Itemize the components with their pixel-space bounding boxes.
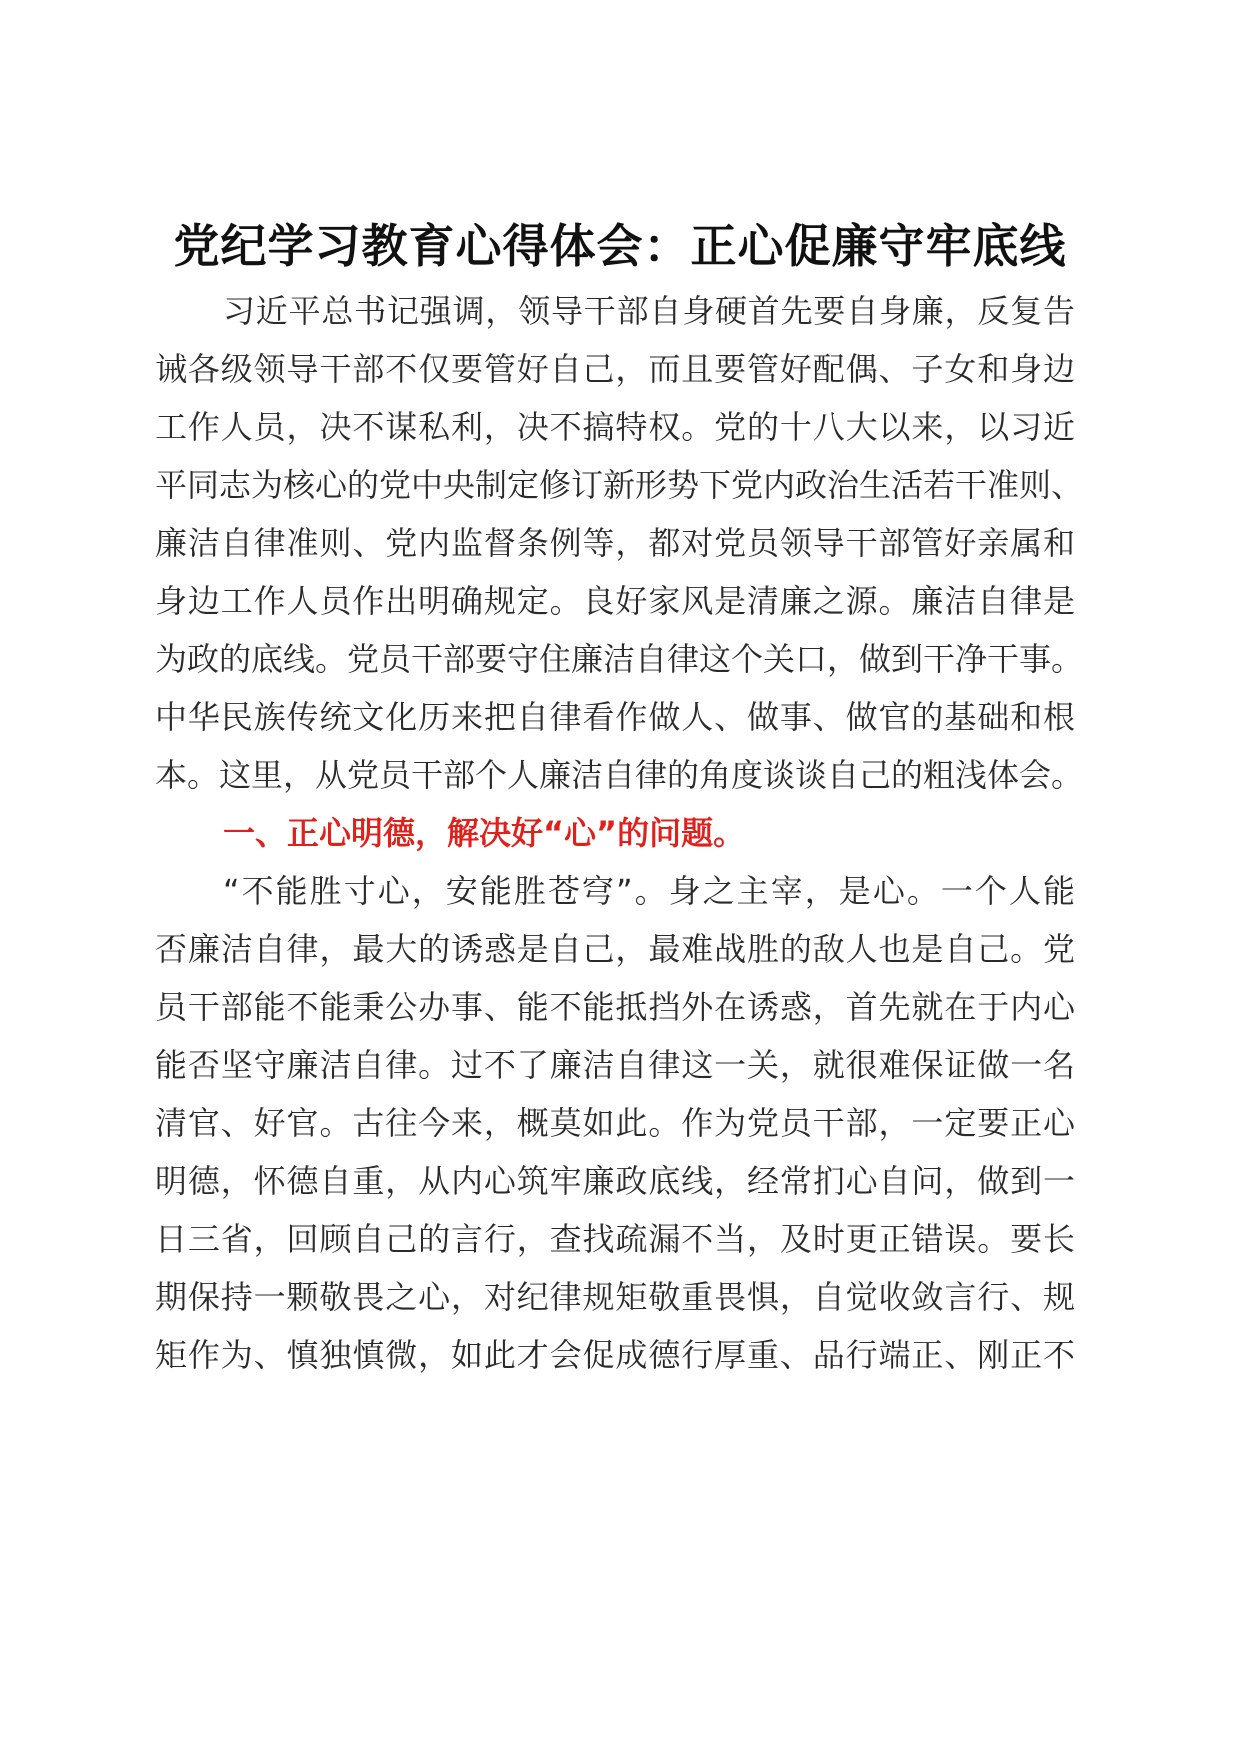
paragraph-line: “不能胜寸心，安能胜苍穹”。身之主宰，是心。一个人能 [223, 872, 1075, 910]
paragraph-line: 为政的底线。党员干部要守住廉洁自律这个关口，做到干净干事。 [155, 640, 1084, 678]
paragraph-line: 诫各级领导干部不仅要管好自己，而且要管好配偶、子女和身边 [155, 350, 1075, 388]
paragraph-line: 日三省，回顾自己的言行，查找疏漏不当，及时更正错误。要长 [155, 1220, 1075, 1258]
paragraph-line: 清官、好官。古往今来，概莫如此。作为党员干部，一定要正心 [155, 1104, 1075, 1142]
paragraph-line: 中华民族传统文化历来把自律看作做人、做事、做官的基础和根 [155, 698, 1075, 736]
paragraph-line: 廉洁自律准则、党内监督条例等，都对党员领导干部管好亲属和 [155, 524, 1075, 562]
paragraph-line: 矩作为、慎独慎微，如此才会促成德行厚重、品行端正、刚正不 [155, 1336, 1075, 1374]
section-heading: 一、正心明德，解决好“心”的问题。 [223, 814, 746, 852]
paragraph-line: 明德，怀德自重，从内心筑牢廉政底线，经常扪心自问，做到一 [155, 1162, 1075, 1200]
paragraph-line: 平同志为核心的党中央制定修订新形势下党内政治生活若干准则、 [155, 466, 1084, 504]
paragraph-line: 身边工作人员作出明确规定。良好家风是清廉之源。廉洁自律是 [155, 582, 1075, 620]
document-title: 党纪学习教育心得体会：正心促廉守牢底线 [173, 219, 1067, 273]
paragraph-line: 习近平总书记强调，领导干部自身硬首先要自身廉，反复告 [223, 292, 1075, 330]
paragraph-line: 员干部能不能秉公办事、能不能抵挡外在诱惑，首先就在于内心 [155, 988, 1075, 1026]
paragraph-line: 否廉洁自律，最大的诱惑是自己，最难战胜的敌人也是自己。党 [155, 930, 1075, 968]
paragraph-line: 工作人员，决不谋私利，决不搞特权。党的十八大以来，以习近 [155, 408, 1075, 446]
paragraph-line: 期保持一颗敬畏之心，对纪律规矩敬重畏惧，自觉收敛言行、规 [155, 1278, 1075, 1316]
paragraph-line: 本。这里，从党员干部个人廉洁自律的角度谈谈自己的粗浅体会。 [155, 756, 1084, 794]
paragraph-line: 能否坚守廉洁自律。过不了廉洁自律这一关，就很难保证做一名 [155, 1046, 1075, 1084]
